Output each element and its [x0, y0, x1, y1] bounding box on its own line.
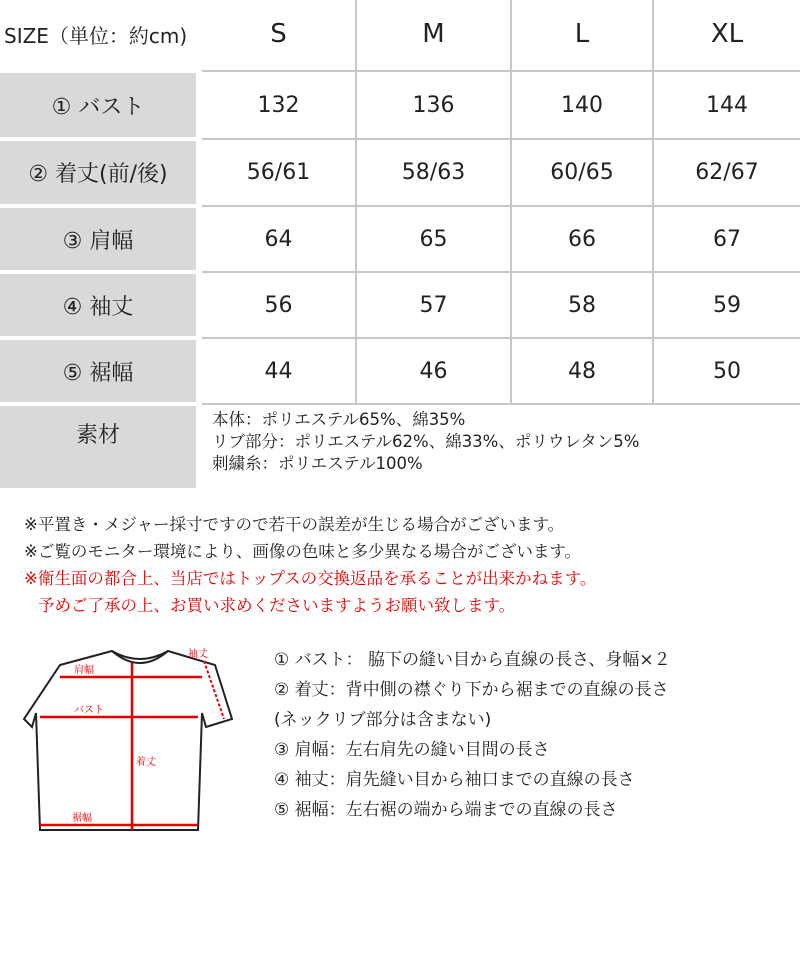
- divider: [202, 138, 800, 140]
- table-row: [0, 274, 800, 336]
- table-row: [0, 141, 800, 204]
- notes: [24, 511, 596, 619]
- divider: [202, 403, 800, 405]
- legend-item: ① バスト： 脇下の縫い目から直線の長さ、身幅×２: [274, 650, 671, 670]
- table-cell: 136: [412, 92, 455, 118]
- note-line: ※ご覧のモニター環境により、画像の色味と多少異なる場合がございます。: [24, 542, 582, 561]
- table-cell: 59: [713, 292, 741, 318]
- divider: [202, 337, 800, 339]
- table-cell: 58/63: [401, 160, 466, 185]
- divider: [202, 205, 800, 207]
- diagram-label-shoulder: 肩幅: [74, 665, 94, 676]
- table-row: [0, 340, 800, 402]
- row-label-bust: ① バスト: [0, 73, 196, 137]
- material-label: 素材: [0, 406, 196, 488]
- diagram-label-sleeve: 袖丈: [188, 649, 208, 660]
- legend-item: ② 着丈：背中側の襟ぐり下から裾までの直線の長さ: [274, 680, 669, 700]
- legend-item: ③ 肩幅：左右肩先の縫い目間の長さ: [274, 740, 550, 760]
- divider: [202, 271, 800, 273]
- row-label-shoulder: ③ 肩幅: [0, 208, 196, 270]
- table-cell: 56/61: [246, 160, 311, 185]
- row-label-hem: ⑤ 裾幅: [0, 340, 196, 402]
- divider: [652, 0, 654, 403]
- note-line-warning: 予めご了承の上、お買い求めくださいますようお願い致します。: [38, 596, 516, 615]
- divider: [355, 0, 357, 403]
- diagram-label-bust: バスト: [74, 705, 104, 716]
- size-unit-header: SIZE（単位：約cm): [0, 0, 196, 68]
- note-line: ※平置き・メジャー採寸ですので若干の誤差が生じる場合がございます。: [24, 515, 565, 534]
- legend-item: (ネックリブ部分は含まない): [274, 710, 492, 730]
- table-row: [0, 73, 800, 137]
- table-cell: 66: [568, 226, 596, 252]
- divider: [202, 70, 800, 72]
- row-label-sleeve: ④ 袖丈: [0, 274, 196, 336]
- table-cell: 64: [264, 226, 293, 252]
- size-l-header: L: [574, 19, 590, 49]
- table-cell: 140: [561, 92, 603, 118]
- size-xl-header: XL: [710, 19, 744, 49]
- table-cell: 56: [264, 292, 293, 318]
- table-cell: 62/67: [695, 160, 759, 185]
- table-cell: 65: [419, 226, 448, 252]
- diagram-label-length: 着丈: [136, 757, 156, 768]
- material-line: リブ部分：ポリエステル62%、綿33%、ポリウレタン5%: [212, 432, 640, 451]
- measurement-legend: [274, 645, 671, 825]
- table-cell: 58: [568, 292, 596, 318]
- legend-item: ⑤ 裾幅：左右裾の端から端までの直線の長さ: [274, 800, 618, 820]
- tshirt-measurement-diagram: [20, 635, 252, 850]
- divider: [510, 0, 512, 403]
- material-line: 本体：ポリエステル65%、綿35%: [212, 410, 466, 429]
- note-line-warning: ※衛生面の都合上、当店ではトップスの交換返品を承ることが出来かねます。: [24, 569, 597, 588]
- size-m-header: M: [422, 19, 445, 49]
- table-cell: 57: [419, 292, 448, 318]
- material-text: [212, 409, 639, 475]
- row-label-length: ② 着丈(前/後): [0, 141, 196, 204]
- table-row: [0, 208, 800, 270]
- material-line: 刺繍糸：ポリエステル100%: [212, 454, 423, 473]
- table-header-row: [0, 0, 800, 68]
- table-cell: 48: [568, 358, 596, 384]
- table-cell: 144: [706, 92, 748, 118]
- table-cell: 67: [713, 226, 741, 252]
- size-s-header: S: [270, 19, 287, 49]
- legend-item: ④ 袖丈：肩先縫い目から袖口までの直線の長さ: [274, 770, 635, 790]
- table-cell: 46: [419, 358, 448, 384]
- table-cell: 44: [264, 358, 293, 384]
- table-cell: 132: [257, 92, 300, 118]
- table-cell: 50: [713, 358, 741, 384]
- table-cell: 60/65: [550, 160, 614, 185]
- diagram-label-hem: 裾幅: [72, 813, 92, 824]
